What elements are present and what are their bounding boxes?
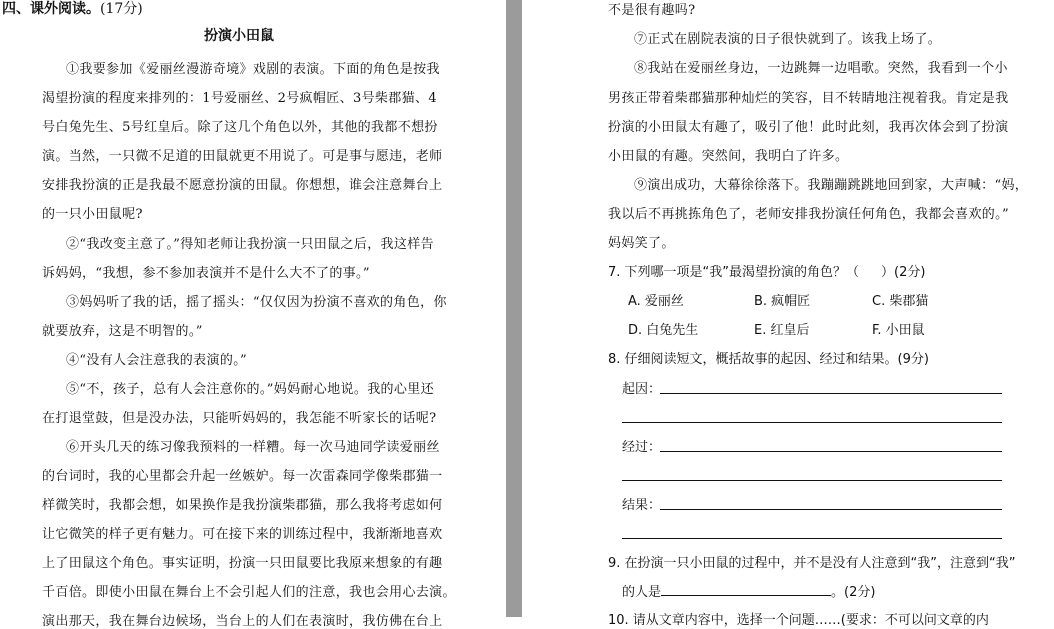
paragraph-line: 演出那天，我在舞台边候场，当台上的人们在表演时，我仿佛在台上 [42, 614, 443, 629]
question-9-line1: 9. 在扮演一只小田鼠的过程中，并不是没有人注意到“我”，注意到“我” [608, 556, 1016, 571]
paragraph-line: 上了田鼠这个角色。事实证明，扮演一只田鼠要比我原来想象的有趣 [42, 556, 443, 571]
option-f: F. 小田鼠 [872, 323, 925, 338]
paragraph-line: ⑥开头几天的练习像我预料的一样糟。每一次马迪同学读爱丽丝 [66, 440, 440, 455]
paragraph-line: 号白兔先生、5号红皇后。除了这几个角色以外，其他的我都不想扮 [42, 120, 438, 135]
paragraph-line: 不是很有趣吗? [608, 3, 696, 18]
section-heading [2, 0, 143, 18]
paragraph-line: 诉妈妈，“我想，参不参加表演并不是什么大不了的事。” [42, 266, 370, 281]
answer-line[interactable] [622, 422, 1002, 423]
paragraph-line: 的台词时，我的心里都会升起一丝嫉妒。每一次雷森同学像柴郡猫一 [42, 469, 443, 484]
paragraph-line: ⑤“不，孩子，总有人会注意你的。”妈妈耐心地说。我的心里还 [66, 382, 434, 397]
answer-line[interactable] [660, 393, 1002, 394]
paragraph-line: ②“我改变主意了。”得知老师让我扮演一只田鼠之后，我这样告 [66, 237, 434, 252]
option-d: D. 白兔先生 [628, 323, 699, 338]
paragraph-line: ①我要参加《爱丽丝漫游奇境》戏剧的表演。下面的角色是按我 [66, 62, 440, 77]
paragraph-line: 让它微笑的样子更有魅力。可在接下来的训练过程中，我渐渐地喜欢 [42, 527, 443, 542]
paragraph-line: 就要放弃，这是不明智的。” [42, 324, 203, 339]
question-7 [608, 261, 925, 280]
answer-line[interactable] [622, 480, 1002, 481]
question-9-prefix: 的人是 [622, 585, 662, 600]
answer-line[interactable] [660, 451, 1002, 452]
question-10-partial: 10. 请从文章内容中，选择一个问题……(要求：不可以问文章的内 [608, 613, 989, 628]
question-9-points: 。(2分) [831, 585, 876, 600]
option-a: A. 爱丽丝 [628, 294, 684, 309]
paragraph-line: 扮演的小田鼠太有趣了，吸引了他！此时此刻，我再次体会到了扮演 [608, 120, 1009, 135]
paragraph-line: ⑨演出成功，大幕徐徐落下。我蹦蹦跳跳地回到家，大声喊：“妈， [634, 178, 1029, 193]
right-page [522, 0, 1054, 628]
paragraph-line: ④“没有人会注意我的表演的。” [66, 353, 248, 368]
paragraph-line: 安排我扮演的正是我最不愿意扮演的田鼠。你想想，谁会注意舞台上 [42, 178, 443, 193]
question-8-text: 8. 仔细阅读短文，概括故事的起因、经过和结果。(9分) [608, 352, 929, 367]
left-page [0, 0, 506, 629]
answer-blank[interactable] [661, 583, 831, 596]
answer-line[interactable] [622, 538, 1002, 539]
question-9-line2 [622, 581, 875, 600]
paragraph-line: 小田鼠的有趣。突然间，我明白了许多。 [608, 149, 849, 164]
paragraph-line: 样微笑时，我都会想，如果换作是我扮演柴郡猫，那么我将考虑如何 [42, 498, 443, 513]
paragraph-line: 妈妈笑了。 [608, 236, 675, 251]
answer-line[interactable] [660, 509, 1002, 510]
answer-label-process: 经过： [622, 440, 662, 455]
paragraph-line: 渴望扮演的程度来排列的：1号爱丽丝、2号疯帽匠、3号柴郡猫、4 [42, 91, 437, 106]
paragraph-line: ③妈妈听了我的话，摇了摇头：“仅仅因为扮演不喜欢的角色，你 [66, 295, 447, 310]
section-label: 四、课外阅读。 [2, 1, 100, 17]
option-b: B. 疯帽匠 [754, 294, 811, 309]
answer-label-cause: 起因： [622, 382, 662, 397]
question-7-text: 7. 下列哪一项是“我”最渴望扮演的角色？（ [608, 265, 860, 280]
section-points: (17分) [100, 1, 143, 17]
answer-label-result: 结果： [622, 498, 662, 513]
paragraph-line: 千百倍。即使小田鼠在舞台上不会引起人们的注意，我也会用心去演。 [42, 585, 456, 600]
paragraph-line: 在打退堂鼓，但是没办法，只能听妈妈的，我怎能不听家长的话呢? [42, 411, 437, 426]
paragraph-line: ⑧我站在爱丽丝身边，一边跳舞一边唱歌。突然，我看到一个小 [634, 61, 1008, 76]
paragraph-line: 我以后不再挑拣角色了，老师安排我扮演任何角色，我都会喜欢的。” [608, 207, 1009, 222]
option-e: E. 红皇后 [754, 323, 810, 338]
option-c: C. 柴郡猫 [872, 294, 929, 309]
question-7-points: ）(2分) [881, 265, 926, 280]
page-gutter [506, 0, 522, 617]
story-title: 扮演小田鼠 [204, 28, 274, 44]
paragraph-line: ⑦正式在剧院表演的日子很快就到了。该我上场了。 [634, 32, 942, 47]
paragraph-line: 的一只小田鼠呢? [42, 207, 143, 222]
paragraph-line: 演。当然，一只微不足道的田鼠就更不用说了。可是事与愿违，老师 [42, 149, 443, 164]
paragraph-line: 男孩正带着柴郡猫那种灿烂的笑容，目不转睛地注视着我。肯定是我 [608, 91, 1009, 106]
